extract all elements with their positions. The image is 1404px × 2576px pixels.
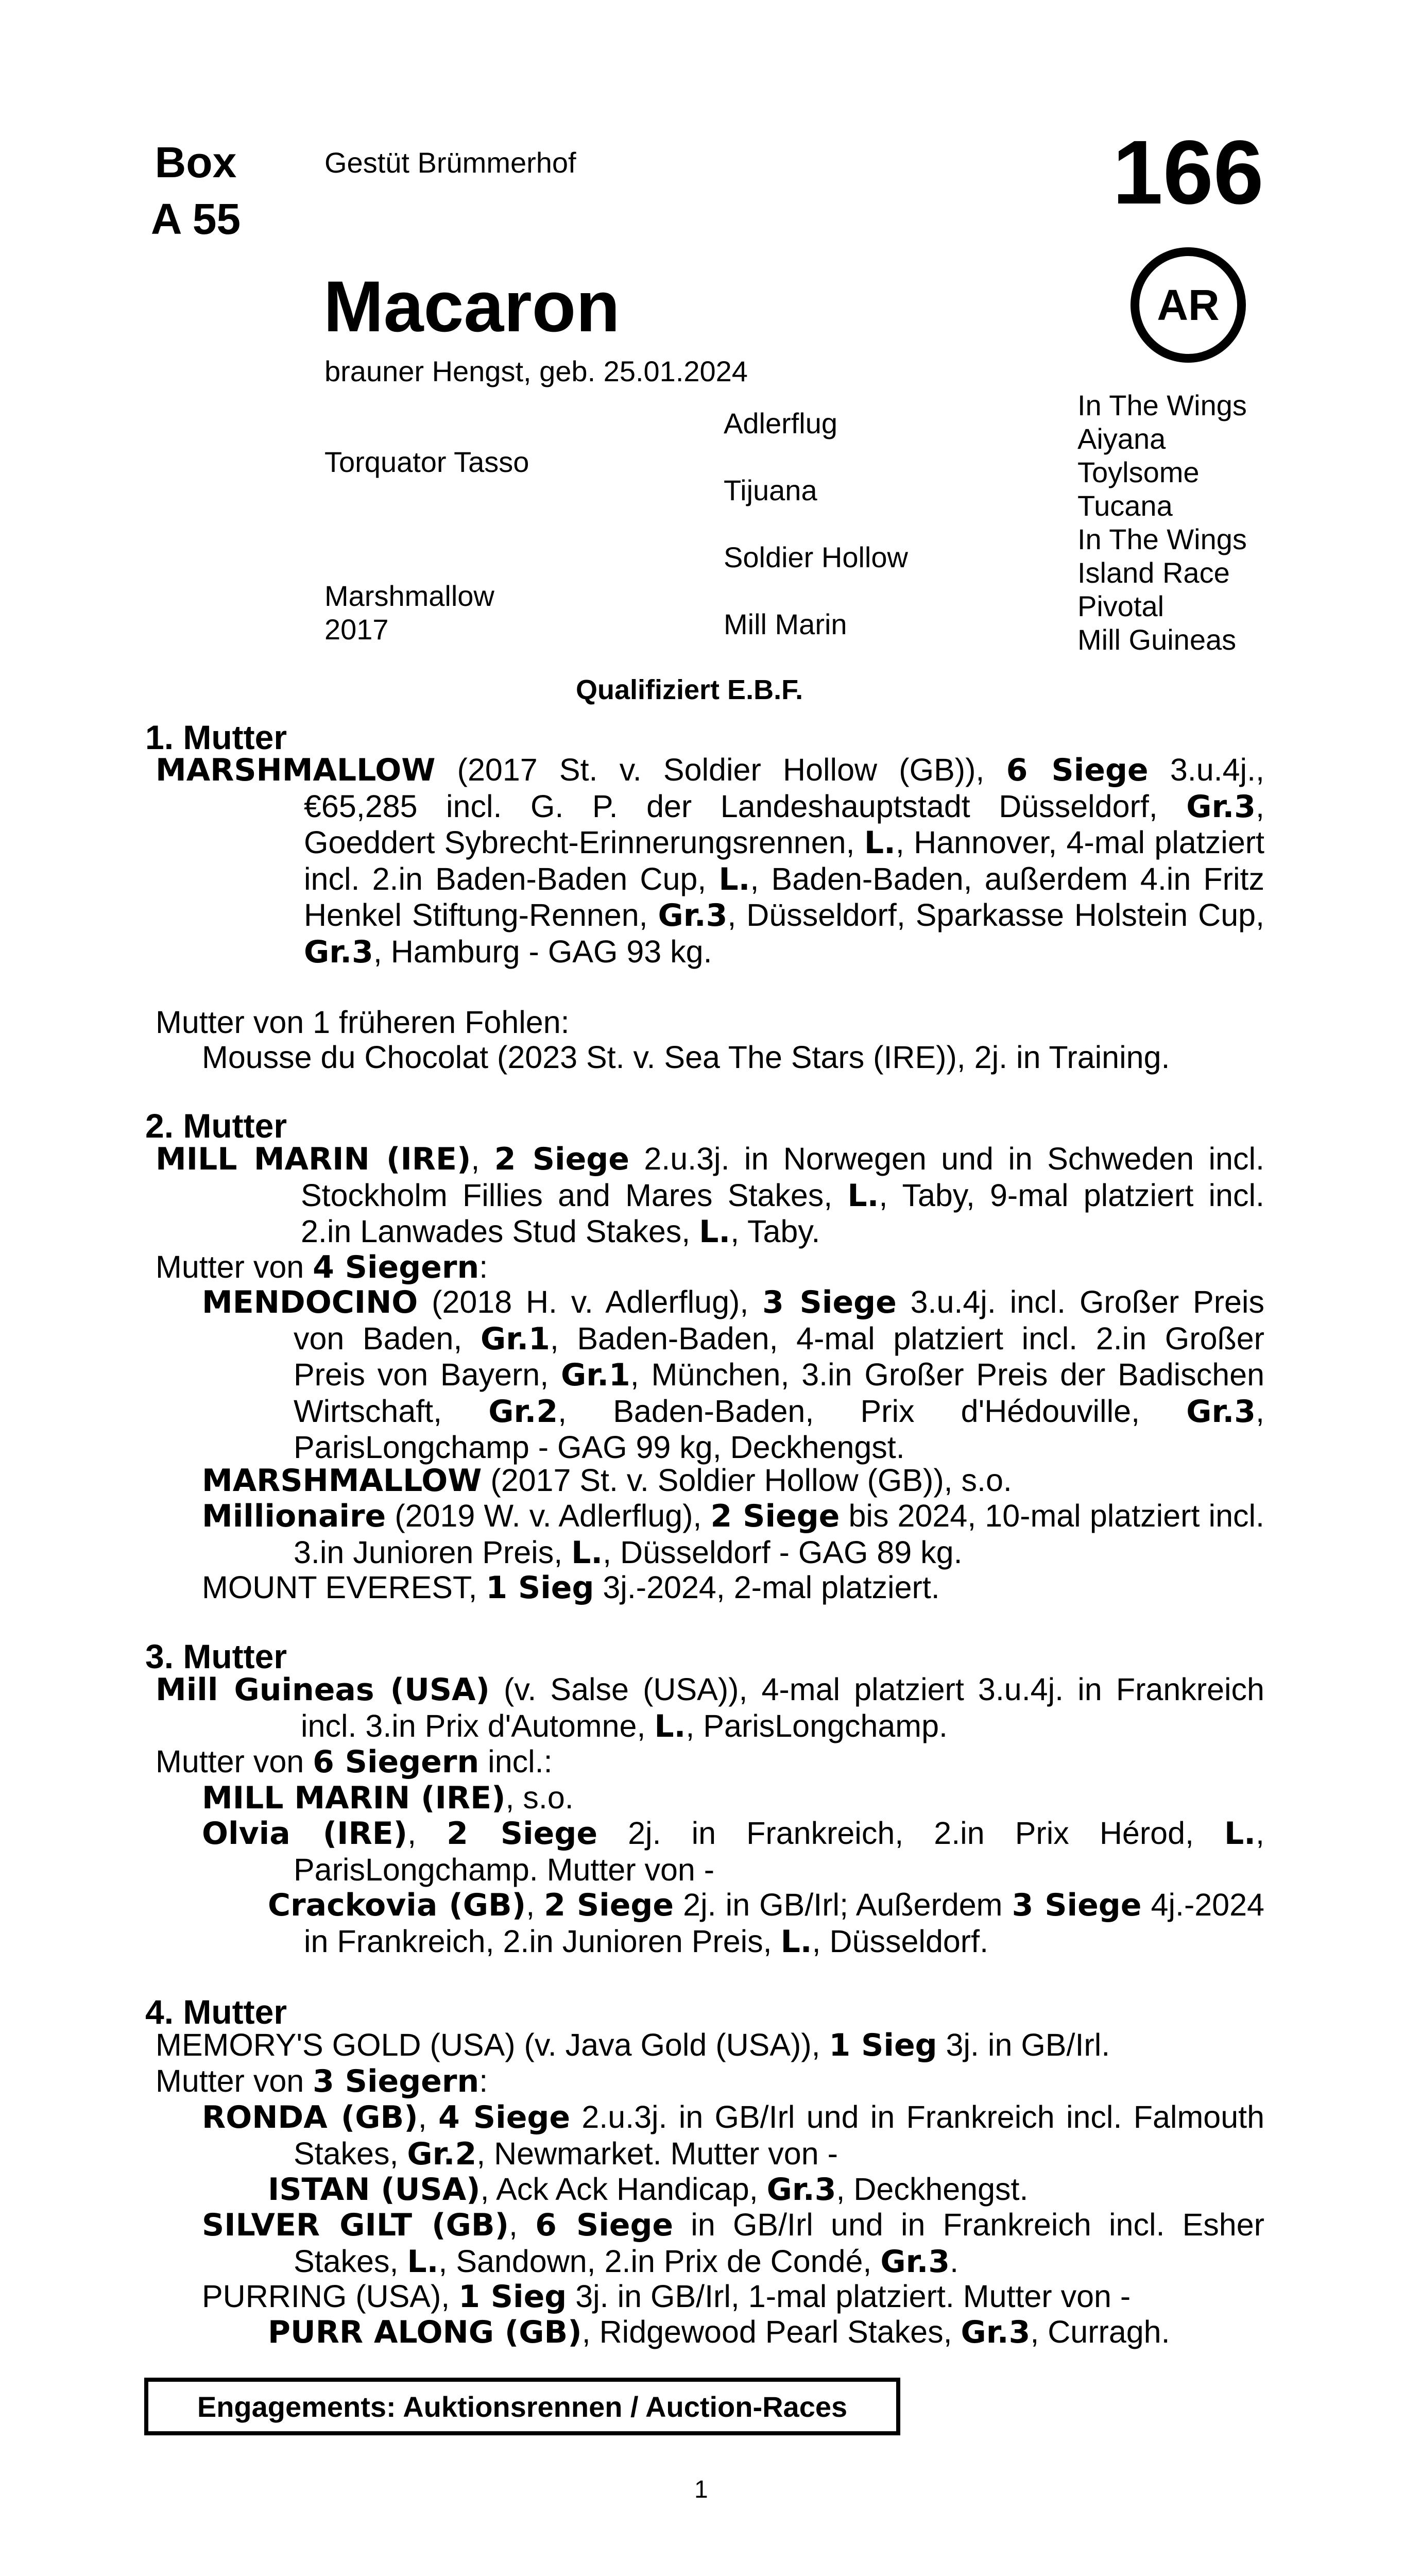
offspring-intro: Mutter von 4 Siegern: <box>156 1249 488 1285</box>
pedigree-great-grandparent: In The Wings <box>1077 523 1247 555</box>
pedigree-grandparent: Soldier Hollow <box>724 541 908 573</box>
breeder-name: Gestüt Brümmerhof <box>324 146 576 179</box>
pedigree-dam: Marshmallow <box>324 580 494 612</box>
offspring-mendocino: MENDOCINO (2018 H. v. Adlerflug), 3 Siege 3.u.4j. incl. Großer Preis von Baden, Gr.1, Baden-Baden, 4-mal platziert incl. 2.in Großer Preis von Bayern, Gr.1, München, 3.in Großer Preis der Badischen Wirtschaft, Gr.2, Baden-Baden, Prix d'Hédouville, Gr.3, ParisLongchamp - GAG 99 kg, Deckhengst. <box>202 1284 1264 1465</box>
pedigree-dam-year: 2017 <box>324 613 389 646</box>
offspring-silver-gilt: SILVER GILT (GB), 6 Siege in GB/Irl und in Frankreich incl. Esher Stakes, L., Sandown, 2.in Prix de Condé, Gr.3. <box>202 2207 1264 2280</box>
pedigree-great-grandparent: Pivotal <box>1077 590 1165 622</box>
page-number: 1 <box>694 2476 708 2503</box>
pedigree-great-grandparent: Mill Guineas <box>1077 623 1237 656</box>
offspring-purring: PURRING (USA), 1 Sieg 3j. in GB/Irl, 1-mal platziert. Mutter von - <box>202 2279 1131 2315</box>
dam-entry-mill-guineas: Mill Guineas (USA) (v. Salse (USA)), 4-mal platziert 3.u.4j. in Frankreich incl. 3.in Prix d'Automne, L., ParisLongchamp. <box>156 1672 1264 1744</box>
dam-name: MARSHMALLOW <box>156 752 436 788</box>
pedigree-great-grandparent: Island Race <box>1077 556 1230 589</box>
offspring-millionaire: Millionaire (2019 W. v. Adlerflug), 2 Siege bis 2024, 10-mal platziert incl. 3.in Junioren Preis, L., Düsseldorf - GAG 89 kg. <box>202 1498 1264 1571</box>
pedigree-grandparent: Mill Marin <box>724 608 847 640</box>
pedigree-great-grandparent: In The Wings <box>1077 389 1247 421</box>
horse-name: Macaron <box>323 266 620 347</box>
engagements-text: Engagements: Auktionsrennen / Auction-Races <box>197 2390 848 2423</box>
ar-badge-icon <box>1131 247 1246 363</box>
pedigree-great-grandparent: Aiyana <box>1077 422 1166 455</box>
dam-entry-memorys-gold: MEMORY'S GOLD (USA) (v. Java Gold (USA)), 1 Sieg 3j. in GB/Irl. <box>156 2027 1110 2063</box>
offspring-ronda: RONDA (GB), 4 Siege 2.u.3j. in GB/Irl und in Frankreich incl. Falmouth Stakes, Gr.2, Newmarket. Mutter von - <box>202 2099 1264 2172</box>
offspring-mount-everest: MOUNT EVEREST, 1 Sieg 3j.-2024, 2-mal platziert. <box>202 1570 940 1606</box>
offspring-crackovia: Crackovia (GB), 2 Siege 2j. in GB/Irl; Außerdem 3 Siege 4j.-2024 in Frankreich, 2.in Junioren Preis, L., Düsseldorf. <box>268 1887 1264 1960</box>
pedigree-grandparent: Tijuana <box>724 474 817 506</box>
offspring-marshmallow: MARSHMALLOW (2017 St. v. Soldier Hollow (GB)), s.o. <box>202 1463 1012 1499</box>
section-heading-1: 1. Mutter <box>145 718 287 756</box>
box-label: Box <box>155 138 237 187</box>
section-heading-3: 3. Mutter <box>145 1637 287 1675</box>
dam-entry-mill-marin: MILL MARIN (IRE), 2 Siege 2.u.3j. in Norwegen und in Schweden incl. Stockholm Fillies and Mares Stakes, L., Taby, 9-mal platziert incl. 2.in Lanwades Stud Stakes, L., Taby. <box>156 1141 1264 1250</box>
qualification: Qualifiziert E.B.F. <box>576 674 803 705</box>
horse-description: brauner Hengst, geb. 25.01.2024 <box>324 355 748 387</box>
offspring-intro: Mutter von 3 Siegern: <box>156 2063 488 2099</box>
pedigree-great-grandparent: Toylsome <box>1077 456 1200 488</box>
pedigree-grandparent: Adlerflug <box>724 407 838 439</box>
offspring-intro: Mutter von 6 Siegern incl.: <box>156 1744 553 1780</box>
offspring-purr-along: PURR ALONG (GB), Ridgewood Pearl Stakes, Gr.3, Curragh. <box>268 2314 1170 2350</box>
foals-intro: Mutter von 1 früheren Fohlen: <box>156 1005 570 1040</box>
offspring-olvia: Olvia (IRE), 2 Siege 2j. in Frankreich, 2.in Prix Hérod, L., ParisLongchamp. Mutter von - <box>202 1816 1264 1887</box>
lot-number: 166 <box>1112 122 1264 223</box>
engagements-box <box>144 2378 900 2435</box>
dam-entry-marshmallow: MARSHMALLOW (2017 St. v. Soldier Hollow (GB)), 6 Siege 3.u.4j., €65,285 incl. G. P. der Landeshauptstadt Düsseldorf, Gr.3, Goeddert Sybrecht-Erinnerungsrennen, L., Hannover, 4-mal platziert incl. 2.in Baden-Baden Cup, L., Baden-Baden, außerdem 4.in Fritz Henkel Stiftung-Rennen, Gr.3, Düsseldorf, Sparkasse Holstein Cup, Gr.3, Hamburg - GAG 93 kg. <box>156 752 1265 970</box>
section-heading-4: 4. Mutter <box>145 1993 287 2031</box>
ar-badge-text: AR <box>1157 280 1220 329</box>
pedigree-sire: Torquator Tasso <box>324 446 529 478</box>
pedigree-great-grandparent: Tucana <box>1077 489 1173 522</box>
box-number: A 55 <box>150 195 241 243</box>
section-heading-2: 2. Mutter <box>145 1107 287 1145</box>
foal-entry: Mousse du Chocolat (2023 St. v. Sea The Stars (IRE)), 2j. in Training. <box>202 1040 1170 1075</box>
offspring-istan: ISTAN (USA), Ack Ack Handicap, Gr.3, Deckhengst. <box>268 2172 1029 2208</box>
offspring-mill-marin: MILL MARIN (IRE), s.o. <box>202 1780 574 1816</box>
